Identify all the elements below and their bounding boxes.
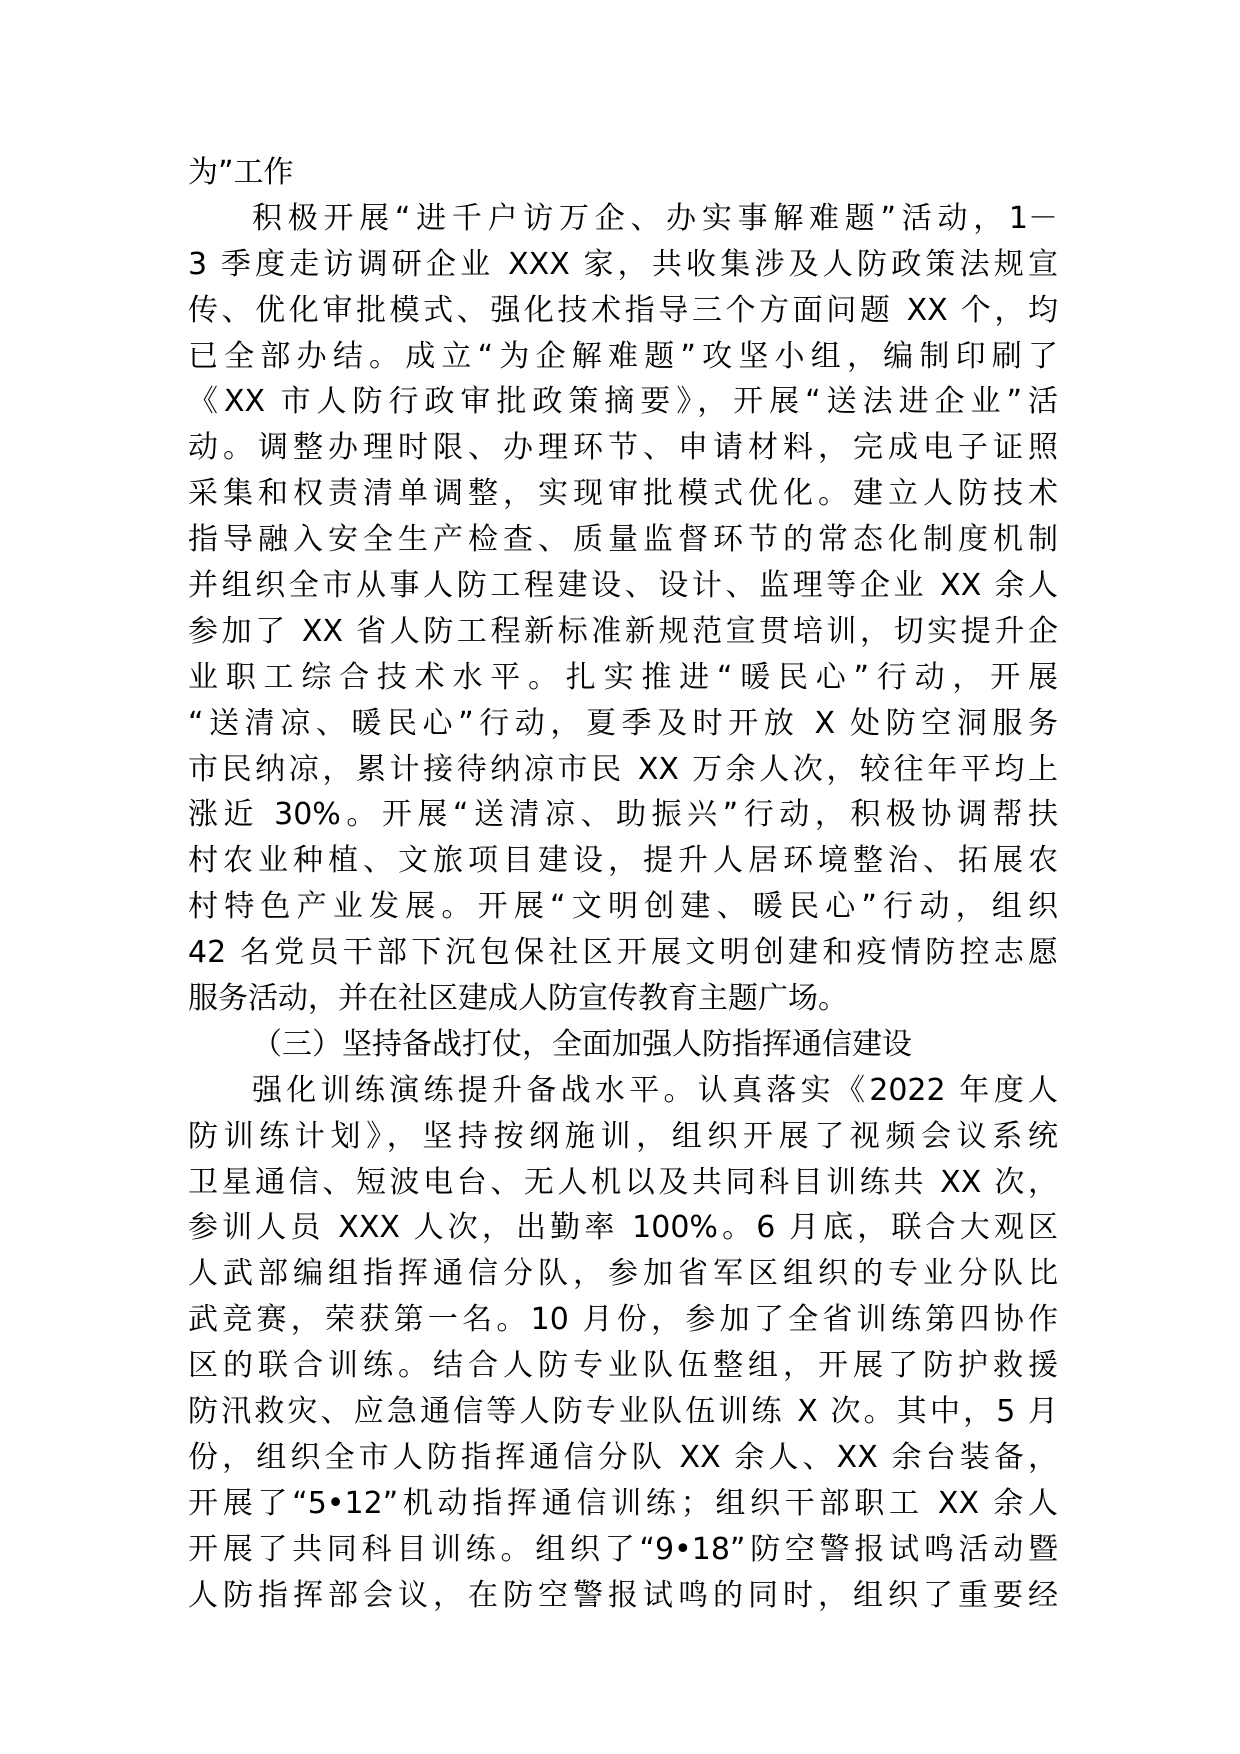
text-line: 武竞赛，荣获第一名。10 月份，参加了全省训练第四协作 — [188, 1302, 1058, 1338]
text-line: 份，组织全市人防指挥通信分队 XX 余人、XX 余台装备， — [188, 1439, 1058, 1475]
text-line: 动。调整办理时限、办理环节、申请材料，完成电子证照 — [188, 430, 1058, 466]
text-line: 3 季度走访调研企业 XXX 家，共收集涉及人防政策法规宣 — [188, 246, 1058, 282]
text-line: 《XX 市人防行政审批政策摘要》，开展“送法进企业”活 — [188, 384, 1058, 420]
text-line: 市民纳凉，累计接待纳凉市民 XX 万余人次，较往年平均上 — [188, 751, 1058, 787]
text-line: “送清凉、暖民心”行动，夏季及时开放 X 处防空洞服务 — [188, 705, 1058, 741]
text-line: 参训人员 XXX 人次，出勤率 100%。6 月底，联合大观区 — [188, 1210, 1058, 1246]
text-line: 传、优化审批模式、强化技术指导三个方面问题 XX 个，均 — [188, 292, 1058, 328]
text-line: 已全部办结。成立“为企解难题”攻坚小组，编制印刷了 — [188, 338, 1058, 374]
text-line: 人防指挥部会议，在防空警报试鸣的同时，组织了重要经 — [188, 1577, 1058, 1613]
text-line: 采集和权责清单调整，实现审批模式优化。建立人防技术 — [188, 476, 1058, 512]
text-line: 防汛救灾、应急通信等人防专业队伍训练 X 次。其中，5 月 — [188, 1394, 1058, 1430]
text-line: 服务活动，并在社区建成人防宣传教育主题广场。 — [188, 981, 848, 1017]
text-line: 人武部编组指挥通信分队，参加省军区组织的专业分队比 — [188, 1256, 1058, 1292]
text-line: 涨近 30%。开展“送清凉、助振兴”行动，积极协调帮扶 — [188, 797, 1058, 833]
text-line: 区的联合训练。结合人防专业队伍整组，开展了防护救援 — [188, 1348, 1058, 1384]
text-line: 防训练计划》，坚持按纲施训，组织开展了视频会议系统 — [188, 1118, 1058, 1154]
document-page — [188, 150, 1058, 1619]
text-line: 积极开展“进千户访万企、办实事解难题”活动，1－ — [252, 200, 1058, 236]
text-line: （三）坚持备战打仗，全面加强人防指挥通信建设 — [252, 1026, 912, 1062]
text-line: 村特色产业发展。开展“文明创建、暖民心”行动，组织 — [188, 889, 1058, 925]
text-line: 开展了“5•12”机动指挥通信训练；组织干部职工 XX 余人 — [188, 1485, 1058, 1521]
text-line: 并组织全市从事人防工程建设、设计、监理等企业 XX 余人 — [188, 568, 1058, 604]
text-line: 业职工综合技术水平。扎实推进“暖民心”行动，开展 — [188, 659, 1058, 695]
text-line: 42 名党员干部下沉包保社区开展文明创建和疫情防控志愿 — [188, 935, 1058, 971]
text-line: 强化训练演练提升备战水平。认真落实《2022 年度人 — [252, 1072, 1058, 1108]
text-line: 开展了共同科目训练。组织了“9•18”防空警报试鸣活动暨 — [188, 1531, 1058, 1567]
text-line: 指导融入安全生产检查、质量监督环节的常态化制度机制 — [188, 522, 1058, 558]
text-line: 为”工作 — [188, 155, 294, 190]
text-line: 卫星通信、短波电台、无人机以及共同科目训练共 XX 次， — [188, 1164, 1058, 1200]
text-line: 参加了 XX 省人防工程新标准新规范宣贯培训，切实提升企 — [188, 613, 1058, 649]
text-line: 村农业种植、文旅项目建设，提升人居环境整治、拓展农 — [188, 843, 1058, 879]
